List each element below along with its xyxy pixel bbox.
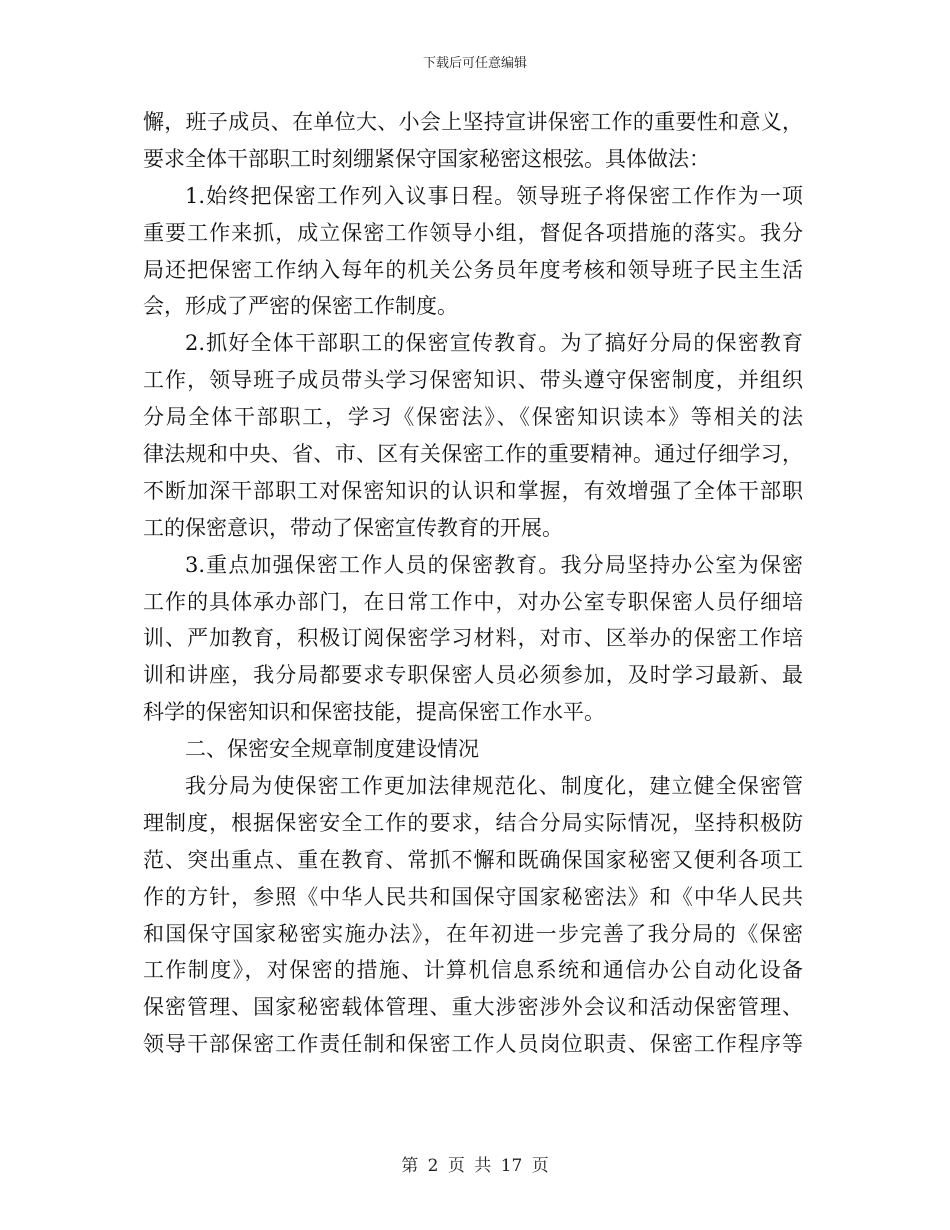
body-text-line: 1.始终把保密工作列入议事日程。领导班子将保密工作作为一项 [185, 183, 803, 208]
body-text-line: 二、保密安全规章制度建设情况 [185, 737, 479, 762]
body-text-line: 保密管理、国家秘密载体管理、重大涉密涉外会议和活动保密管理、 [143, 995, 803, 1020]
body-text-line: 工作的具体承办部门，在日常工作中，对办公室专职保密人员仔细培 [143, 589, 803, 614]
body-text-line: 2.抓好全体干部职工的保密宣传教育。为了搞好分局的保密教育 [185, 331, 803, 356]
page-header: 下载后可任意编辑 [422, 56, 527, 71]
body-text-line: 分局全体干部职工，学习《保密法》、《保密知识读本》等相关的法 [143, 405, 803, 430]
body-text-line: 理制度，根据保密安全工作的要求，结合分局实际情况，坚持积极防 [143, 810, 803, 835]
body-text-line: 科学的保密知识和保密技能，提高保密工作水平。 [143, 700, 605, 725]
body-text-line: 我分局为使保密工作更加法律规范化、制度化，建立健全保密管 [185, 774, 803, 799]
body-text-line: 领导干部保密工作责任制和保密工作人员岗位职责、保密工作程序等 [143, 1032, 803, 1057]
body-text-line: 不断加深干部职工对保密知识的认识和掌握，有效增强了全体干部职 [143, 478, 803, 503]
body-text-line: 3.重点加强保密工作人员的保密教育。我分局坚持办公室为保密 [185, 552, 803, 577]
body-text-line: 训和讲座，我分局都要求专职保密人员必须参加，及时学习最新、最 [143, 663, 803, 688]
body-text-line: 作的方针，参照《中华人民共和国保守国家秘密法》和《中华人民共 [143, 884, 803, 909]
body-text-line: 懈，班子成员、在单位大、小会上坚持宣讲保密工作的重要性和意义， [143, 110, 803, 134]
body-text-line: 工的保密意识，带动了保密宣传教育的开展。 [143, 515, 563, 540]
body-text-line: 范、突出重点、重在教育、常抓不懈和既确保国家秘密又便利各项工 [143, 847, 803, 872]
body-text-line: 工作制度》，对保密的措施、计算机信息系统和通信办公自动化设备 [143, 958, 803, 983]
body-text-line: 重要工作来抓，成立保密工作领导小组，督促各项措施的落实。我分 [143, 220, 803, 245]
body-text-line: 要求全体干部职工时刻绷紧保守国家秘密这根弦。具体做法： [143, 146, 710, 171]
document-body [143, 104, 803, 1063]
body-text-line: 训、严加教育，积极订阅保密学习材料，对市、区举办的保密工作培 [143, 626, 803, 651]
page-number-footer: 第 2 页 共 17 页 [401, 1156, 549, 1176]
body-text-line: 会，形成了严密的保密工作制度。 [143, 294, 458, 319]
body-text-line: 和国保守国家秘密实施办法》，在年初进一步完善了我分局的《保密 [143, 921, 803, 946]
body-text-line: 局还把保密工作纳入每年的机关公务员年度考核和领导班子民主生活 [143, 257, 803, 282]
body-text-line: 律法规和中央、省、市、区有关保密工作的重要精神。通过仔细学习， [143, 442, 803, 467]
body-text-line: 工作，领导班子成员带头学习保密知识、带头遵守保密制度，并组织 [143, 368, 803, 393]
